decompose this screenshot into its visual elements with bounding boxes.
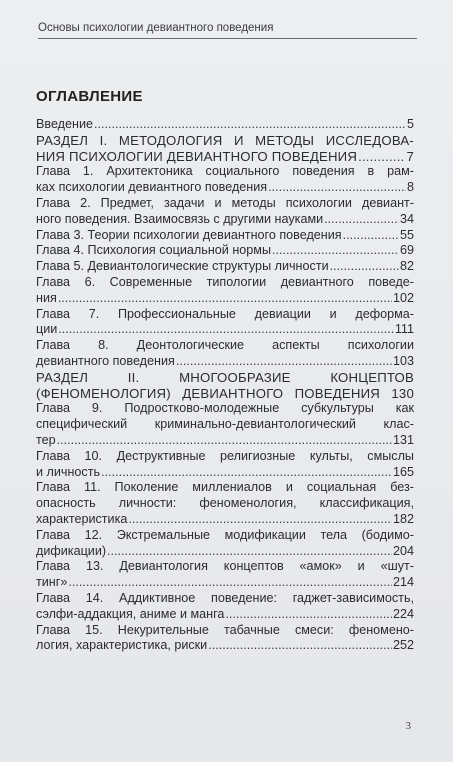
toc-chapter-6-line-2: ния ..... 102 bbox=[36, 291, 414, 307]
toc-chapter-7-line-2: ции ..... 111 bbox=[36, 322, 414, 338]
toc-chapter-9-line-2: специфический криминально-девиантологический клас- bbox=[36, 417, 414, 432]
toc-chapter-2-line-1: Глава 2. Предмет, задачи и методы психологии девиант- bbox=[36, 195, 414, 210]
toc-chapter-13-line-1: Глава 13. Девиантология концептов «амок» и «шут- bbox=[36, 559, 414, 574]
toc-chapter-1-line-2: ках психологии девиантного поведения ..... 8 bbox=[36, 180, 414, 196]
toc-chapter-3: Глава 3. Теории психологии девиантного поведения ..... 55 bbox=[36, 228, 414, 244]
toc-chapter-14-line-2: сэлфи-аддакция, аниме и манга ..... 224 bbox=[36, 607, 414, 623]
toc-section-1-line-1: РАЗДЕЛ I. МЕТОДОЛОГИЯ И МЕТОДЫ ИССЛЕДОВА- bbox=[36, 132, 414, 148]
toc-chapter-8-line-1: Глава 8. Деонтологические аспекты психологии bbox=[36, 338, 414, 353]
toc-section-2-line-2: (ФЕНОМЕНОЛОГИЯ) ДЕВИАНТНОГО ПОВЕДЕНИЯ 130 bbox=[36, 385, 414, 401]
toc-chapter-4: Глава 4. Психология социальной нормы ..... 69 bbox=[36, 243, 414, 259]
toc-chapter-14-line-1: Глава 14. Аддиктивное поведение: гаджет-зависимость, bbox=[36, 590, 414, 605]
toc-chapter-1-line-1: Глава 1. Архитектоника социального поведения в рам- bbox=[36, 164, 414, 179]
toc-chapter-9-line-3: тер ..... 131 bbox=[36, 433, 414, 449]
toc-chapter-2-line-2: ного поведения. Взаимосвязь с другими науками ..... 34 bbox=[36, 212, 414, 228]
toc-chapter-11-line-1: Глава 11. Поколение миллениалов и социальная без- bbox=[36, 480, 414, 495]
toc-chapter-11-line-3: характеристика ..... 182 bbox=[36, 512, 414, 528]
toc-chapter-9-line-1: Глава 9. Подростково-молодежные субкультуры как bbox=[36, 401, 414, 416]
toc-chapter-10-line-1: Глава 10. Деструктивные религиозные культы, смыслы bbox=[36, 448, 414, 463]
toc-chapter-15-line-1: Глава 15. Некурительные табачные смеси: феномено- bbox=[36, 622, 414, 637]
page-number: 3 bbox=[405, 720, 411, 732]
toc-chapter-12-line-1: Глава 12. Экстремальные модификации тела (бодимо- bbox=[36, 527, 414, 542]
toc-chapter-5: Глава 5. Девиантологические структуры личности ..... 82 bbox=[36, 259, 414, 275]
toc-chapter-7-line-1: Глава 7. Профессиональные девиации и деформа- bbox=[36, 306, 414, 321]
toc-chapter-12-line-2: дификации) ..... 204 bbox=[36, 544, 414, 560]
toc-chapter-6-line-1: Глава 6. Современные типологии девиантного поведе- bbox=[36, 274, 414, 289]
running-head: Основы психологии девиантного поведения bbox=[38, 22, 417, 39]
toc-chapter-8-line-2: девиантного поведения ..... 103 bbox=[36, 354, 414, 370]
toc-chapter-15-line-2: логия, характеристика, риски ..... 252 bbox=[36, 638, 414, 654]
toc-entry-intro: Введение ..... 5 bbox=[36, 117, 414, 133]
table-of-contents bbox=[36, 117, 414, 654]
toc-chapter-13-line-2: тинг» ..... 214 bbox=[36, 575, 414, 591]
toc-section-1-line-2: НИЯ ПСИХОЛОГИИ ДЕВИАНТНОГО ПОВЕДЕНИЯ ..... 7 bbox=[36, 149, 414, 165]
toc-chapter-11-line-2: опасность личности: феноменология, классификация, bbox=[36, 496, 414, 511]
toc-chapter-10-line-2: и личность ..... 165 bbox=[36, 465, 414, 481]
toc-title: ОГЛАВЛЕНИЕ bbox=[36, 88, 143, 105]
toc-section-2-line-1: РАЗДЕЛ II. МНОГООБРАЗИЕ КОНЦЕПТОВ bbox=[36, 369, 414, 385]
